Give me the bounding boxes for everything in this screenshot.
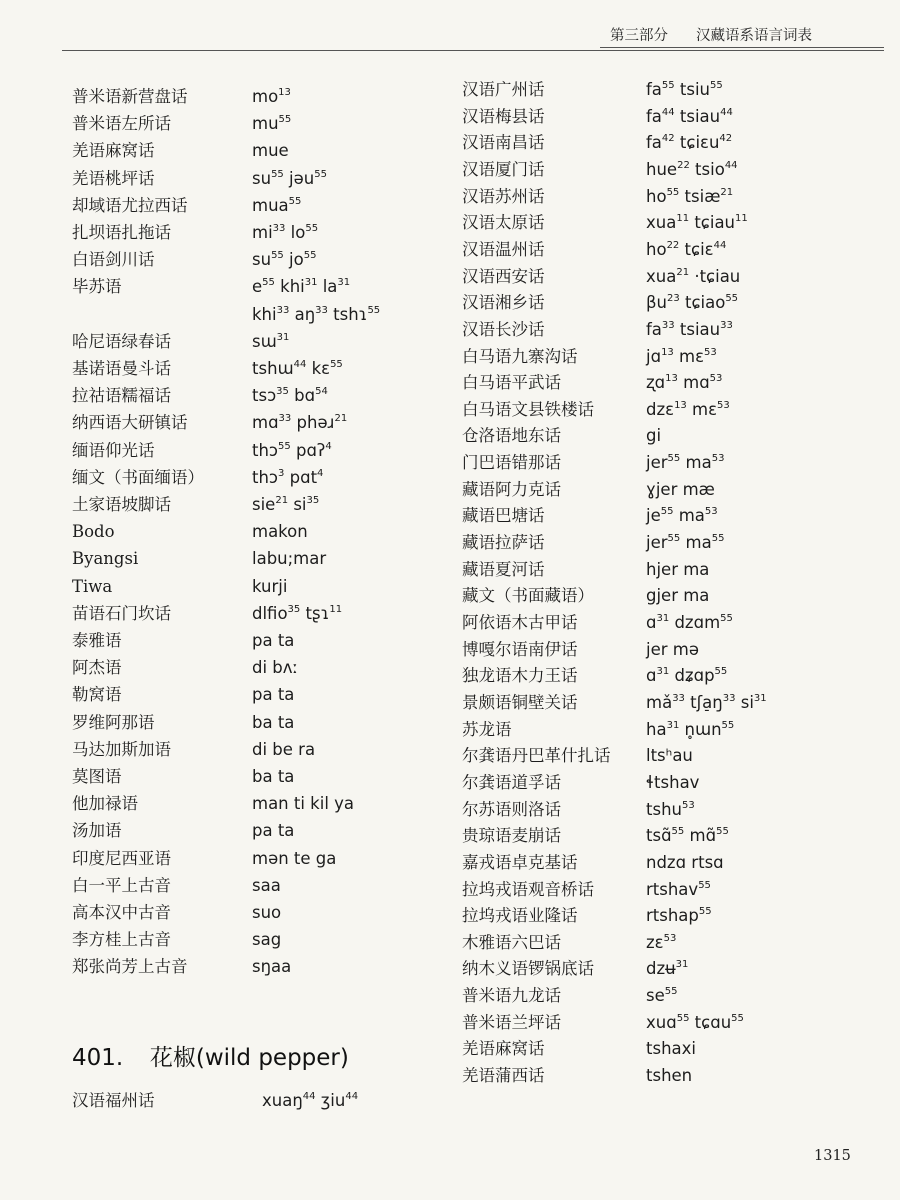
language-name: 汉语长沙话	[462, 319, 545, 339]
language-name: 罗维阿那语	[72, 712, 155, 732]
language-name: 羌语桃坪话	[72, 168, 155, 188]
language-name: 苗语石门坎话	[72, 603, 171, 623]
language-name: Bodo	[72, 522, 115, 542]
language-name: 仓洛语地东话	[462, 426, 561, 446]
header-part: 第三部分	[610, 28, 668, 44]
language-name: 缅语仰光话	[72, 440, 155, 460]
language-name: 泰雅语	[72, 631, 122, 650]
transcription: sag	[252, 930, 282, 950]
transcription: tshaxi	[646, 1039, 696, 1059]
transcription: $\beta u^{23}$ tɕiao$^{55}$	[646, 293, 739, 313]
transcription: $su^{55}$ $jo^{55}$	[252, 250, 317, 270]
language-name: 白马语平武话	[462, 373, 561, 393]
transcription: ɑ$^{31}$ dʑɑp$^{55}$	[646, 666, 728, 686]
language-name: 尔龚语道孚话	[462, 772, 561, 792]
language-name: 汉语太原话	[462, 213, 545, 233]
language-name: 景颇语铜壁关话	[462, 692, 578, 712]
language-name: 他加禄语	[72, 794, 138, 814]
language-name: 阿依语木古甲话	[462, 613, 578, 632]
page-number: 1315	[814, 1148, 851, 1164]
transcription: $ho^{22}$ tɕiɛ$^{44}$	[646, 239, 727, 259]
transcription: labu;mar	[252, 549, 327, 569]
language-name: 汉语南昌话	[462, 133, 545, 153]
section-title: 花椒(wild pepper)	[149, 1045, 349, 1071]
language-name: 汉语苏州话	[462, 186, 545, 206]
language-name: 羌语麻窝话	[72, 141, 155, 161]
language-name: 勒窝语	[72, 685, 122, 705]
language-name: 尔龚语丹巴革什扎话	[462, 746, 611, 766]
transcription: jer$^{55}$ $ma^{55}$	[646, 533, 725, 553]
transcription: ɣjer mæ	[646, 479, 715, 499]
header-rule	[62, 50, 884, 51]
transcription: $mu^{55}$	[252, 114, 292, 134]
transcription: $fa^{33}$ tsiau$^{33}$	[646, 319, 733, 339]
language-name: 郑张尚芳上古音	[72, 957, 188, 977]
language-name: 拉坞戎语观音桥话	[462, 879, 594, 899]
transcription: gjer ma	[646, 586, 710, 606]
transcription: hue$^{22}$ tsio$^{44}$	[646, 159, 738, 179]
language-name: 普米语新营盘话	[72, 87, 188, 106]
transcription: ltsʰau	[646, 746, 693, 766]
transcription: jer mə	[646, 639, 699, 659]
transcription: mən te ga	[252, 848, 337, 868]
language-name: 羌语麻窝话	[462, 1039, 545, 1059]
language-name: 白马语九寨沟话	[462, 346, 578, 366]
transcription: dzʉ$^{31}$	[646, 959, 689, 979]
transcription: rtshav$^{55}$	[646, 879, 711, 899]
transcription: pa ta	[252, 631, 295, 650]
language-name: 普米语九龙话	[462, 986, 561, 1006]
language-name: 贵琼语麦崩话	[462, 826, 561, 846]
transcription: $mǎ^{33}$ $tʃa̠ŋ^{33}$ $si^{31}$	[646, 692, 767, 712]
language-name: 木雅语六巴话	[462, 932, 561, 952]
transcription: makon	[252, 522, 308, 542]
transcription: tsɔ$^{35}$ bɑ$^{54}$	[252, 386, 328, 406]
transcription: $mi^{33}$ $lo^{55}$	[252, 223, 319, 242]
language-name: 汉语厦门话	[462, 159, 545, 179]
transcription: $se^{55}$	[646, 986, 678, 1006]
transcription: ndzɑ rtsɑ	[646, 852, 724, 872]
language-name: 羌语蒲西话	[462, 1066, 545, 1086]
transcription: rtshap$^{55}$	[646, 906, 712, 926]
language-name: 哈尼语绿春话	[72, 331, 171, 351]
running-header	[600, 22, 890, 44]
language-name: 高本汉中古音	[72, 903, 171, 922]
language-name: 基诺语曼斗话	[72, 359, 171, 378]
transcription: saa	[252, 875, 281, 895]
transcription: dlfio$^{35}$ tʂɿ$^{11}$	[252, 603, 343, 623]
transcription: tshɯ$^{44}$ kɛ$^{55}$	[252, 359, 343, 378]
language-name: 汉语西安话	[462, 266, 545, 286]
transcription: mɑ$^{33}$ phəɹ$^{21}$	[252, 413, 348, 433]
language-name: 藏语拉萨话	[462, 533, 545, 553]
language-name: 汉语梅县话	[462, 106, 545, 126]
language-name: 纳木义语锣锅底话	[462, 959, 594, 979]
language-name: 博嘎尔语南伊话	[462, 639, 578, 659]
language-name: 尔苏语则洛话	[462, 799, 561, 819]
header-title: 汉藏语系语言词表	[696, 28, 812, 44]
language-name: 白语剑川话	[72, 250, 155, 270]
transcription: ba ta	[252, 767, 295, 786]
transcription: sɯ$^{31}$	[252, 331, 290, 351]
transcription: xuaŋ$^{44}$ ʒiu$^{44}$	[262, 1091, 359, 1110]
transcription: xuɑ$^{55}$ tɕɑu$^{55}$	[646, 1012, 744, 1032]
language-name: 纳西语大研镇话	[72, 413, 188, 433]
transcription: $je^{55}$ $ma^{53}$	[646, 506, 718, 526]
transcription: tshen	[646, 1066, 693, 1086]
language-name: 毕苏语	[72, 277, 122, 297]
language-name: 汉语广州话	[462, 80, 545, 99]
language-name: 汉语湘乡话	[462, 293, 545, 313]
transcription: ʐɑ$^{13}$ mɑ$^{53}$	[646, 373, 723, 393]
transcription: thɔ$^{55}$ pɑʔ$^4$	[252, 440, 332, 460]
transcription: pa ta	[252, 685, 295, 705]
language-name: Byangsi	[72, 549, 139, 569]
language-name: 藏语阿力克话	[462, 479, 561, 499]
language-name: 白马语文县铁楼话	[462, 399, 594, 419]
language-name: 拉坞戎语业隆话	[462, 906, 578, 926]
transcription: $mo^{13}$	[252, 87, 291, 106]
transcription: ɑ$^{31}$ dzɑm$^{55}$	[646, 613, 733, 632]
transcription: gi	[646, 426, 662, 446]
language-name: 门巴语错那话	[462, 453, 561, 473]
section-heading	[72, 1040, 349, 1076]
transcription: suo	[252, 903, 282, 922]
language-name: 拉祜语糯福话	[72, 386, 171, 406]
transcription: xua$^{21}$ ·tɕiau	[646, 266, 741, 286]
transcription: $ha^{31}$ n̥ɯn$^{55}$	[646, 719, 735, 739]
language-name: 独龙语木力王话	[462, 666, 578, 686]
transcription: pa ta	[252, 821, 295, 841]
transcription: ɬtshav	[646, 772, 700, 792]
transcription: kurji	[252, 576, 288, 596]
transcription: tshu$^{53}$	[646, 799, 695, 819]
language-name: 白一平上古音	[72, 875, 171, 895]
language-name: 汉语温州话	[462, 239, 545, 259]
transcription: khi$^{33}$ $aŋ^{33}$ tshɿ$^{55}$	[252, 304, 381, 324]
transcription: sie$^{21}$ $si^{35}$	[252, 495, 320, 514]
transcription: jer$^{55}$ $ma^{53}$	[646, 453, 725, 473]
language-name: 汤加语	[72, 821, 122, 841]
transcription: tsɑ̃$^{55}$ mɑ̃$^{55}$	[646, 826, 729, 846]
language-name: 却域语尤拉西话	[72, 195, 188, 215]
transcription: sŋaa	[252, 957, 292, 977]
transcription: zɛ$^{53}$	[646, 932, 677, 952]
language-name: 缅文（书面缅语）	[72, 467, 204, 487]
transcription: mue	[252, 141, 289, 161]
transcription: hjer ma	[646, 559, 710, 579]
transcription: dzɛ$^{13}$ mɛ$^{53}$	[646, 399, 730, 419]
language-name: 印度尼西亚语	[72, 848, 171, 868]
transcription: $su^{55}$ jəu$^{55}$	[252, 168, 327, 188]
language-name: 藏语夏河话	[462, 559, 545, 579]
language-name: 普米语兰坪话	[462, 1012, 561, 1032]
language-name: 普米语左所话	[72, 114, 171, 134]
transcription: xua$^{11}$ tɕiau$^{11}$	[646, 213, 748, 233]
language-name: 李方桂上古音	[72, 930, 171, 950]
transcription: man ti kil ya	[252, 794, 355, 814]
language-name: 苏龙语	[462, 719, 512, 739]
language-name: 藏语巴塘话	[462, 506, 545, 526]
transcription: $e^{55}$ khi$^{31}$ $la^{31}$	[252, 277, 351, 297]
section-number: 401.	[72, 1045, 124, 1071]
transcription: thɔ$^3$ pɑt$^4$	[252, 467, 324, 487]
transcription: mua$^{55}$	[252, 195, 302, 215]
language-name: 马达加斯加语	[72, 739, 171, 759]
transcription: ba ta	[252, 712, 295, 732]
transcription: di be ra	[252, 739, 316, 759]
language-name: 土家语坡脚话	[72, 495, 171, 514]
transcription: $ho^{55}$ tsiæ$^{21}$	[646, 186, 734, 206]
language-name: 阿杰语	[72, 658, 122, 678]
transcription: di bʌː	[252, 658, 299, 678]
transcription: $fa^{55}$ tsiu$^{55}$	[646, 80, 723, 99]
language-name: Tiwa	[72, 576, 113, 596]
transcription: $fa^{44}$ tsiau$^{44}$	[646, 106, 733, 126]
transcription: jɑ$^{13}$ mɛ$^{53}$	[646, 346, 717, 366]
language-name: 嘉戎语卓克基话	[462, 852, 578, 872]
transcription: $fa^{42}$ tɕiɛu$^{42}$	[646, 133, 733, 153]
language-name: 藏文（书面藏语）	[462, 586, 594, 606]
language-name: 扎坝语扎拖话	[72, 223, 171, 242]
language-name: 莫图语	[72, 767, 122, 786]
language-name: 汉语福州话	[72, 1091, 155, 1110]
